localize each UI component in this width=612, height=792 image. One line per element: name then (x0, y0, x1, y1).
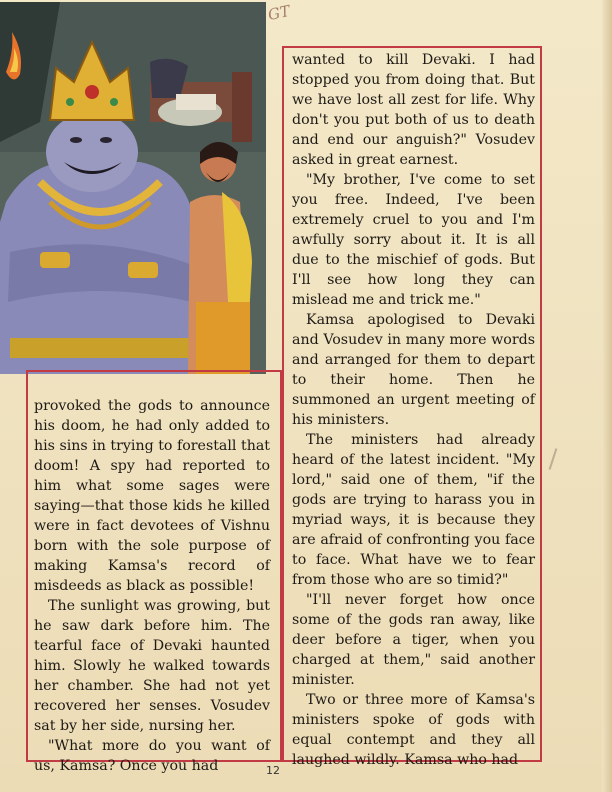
paragraph: Two or three more of Kamsa's ministers spoke of gods with equal contempt and they all laughed wildly. Kamsa who had (292, 692, 535, 768)
paragraph: "I'll never forget how once some of the gods ran away, like deer before a tiger, when you charged at them," said another minister. (292, 592, 535, 688)
paragraph: Kamsa apologised to Devaki and Vosudev in many more words and arranged for them to depart to their home. Then he summoned an urgent meeting of his ministers. (292, 312, 535, 428)
paragraph: provoked the gods to announce his doom, he had only added to his sins in trying to forestall that doom! A spy had reported to him what some sages were saying—that those kids he killed were in fact devotees of Vishnu born with the sole purpose of making Kamsa's record of misdeeds as black as possible! (34, 398, 270, 594)
scan-edge (602, 0, 612, 792)
left-column-text (34, 396, 270, 776)
page-number: 12 (266, 764, 280, 777)
paragraph: The sunlight was growing, but he saw dark before him. The tearful face of Devaki haunted him. Slowly he walked towards her chamber. She had not yet recovered her senses. Vosudev sat by her side, nursing her. (34, 598, 270, 734)
paragraph: The ministers had already heard of the latest incident. "My lord," said one of them, "if the gods are trying to harass you in myriad ways, it is because they are afraid of confronting you face to face. What have we to fear from those who are so timid?" (292, 432, 535, 588)
paragraph: "What more do you want of us, Kamsa? Once you had (34, 738, 270, 774)
right-column-text (292, 50, 535, 770)
paragraph: "My brother, I've come to set you free. Indeed, I've been extremely cruel to you and I'm awfully sorry about it. It is all due to the mischief of gods. But I'll see how long they can mislead me and trick me." (292, 172, 535, 308)
margin-scribble: GT (266, 1, 292, 25)
illustration-panel (0, 2, 266, 374)
paragraph: wanted to kill Devaki. I had stopped you from doing that. But we have lost all zest for life. Why don't you put both of us to death and end our anguish?" Vosudev asked in great earnest. (292, 52, 535, 168)
kamsa-illustration (0, 2, 266, 374)
